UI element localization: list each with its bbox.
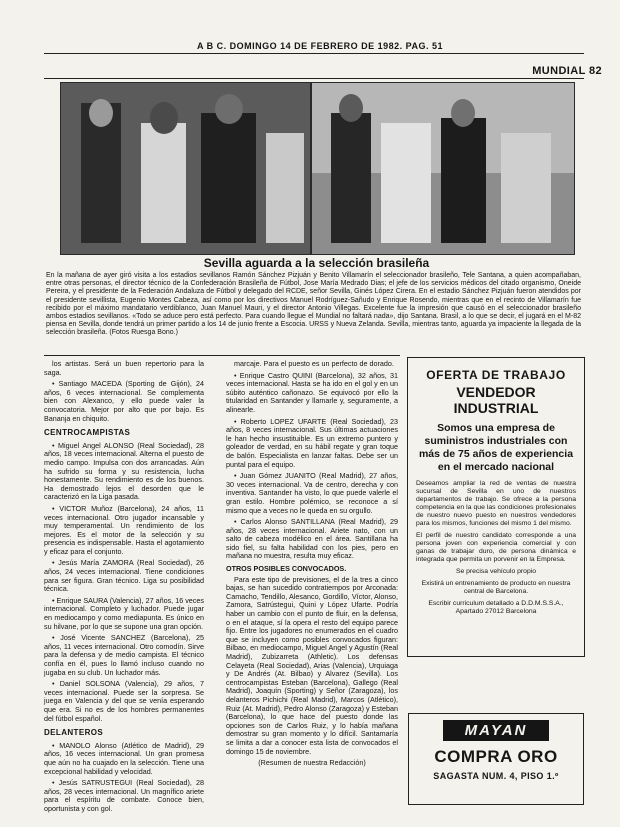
paragraph: • Daniel SOLSONA (Valencia), 29 años, 7 veces internacional. Puede ser la sorpresa. Se juega en Valencia y del que se venía esperando que era. Si no es de los hombres permanentes del fútbol español.: [44, 679, 204, 723]
caption-rule: [44, 355, 400, 356]
paragraph: • Roberto LOPEZ UFARTE (Real Sociedad), 23 años, 8 veces internacional. Sus últimas actuaciones le han hecho insustituible. Es un extremo puntero y goleador de verdad, en su hábil regate y gran toque de balón. Especialista en lanzar faltas. Debe ser un puntal para el equipo.: [226, 416, 398, 469]
paragraph: • Carlos Alonso SANTILLANA (Real Madrid), 29 años, 28 veces internacional. Ariete nato, con un salto de cabeza modélico en el área. Santillana ha sido fiel, su falta habilidad con los pies, pero en mañana no muestra, resulta muy eficaz.: [226, 517, 398, 561]
job-ad: [407, 357, 585, 657]
paragraph: • Jesús María ZAMORA (Real Sociedad), 26 años, 24 veces internacional. Tiene condiciones para ser figura. Gran técnico. Liga su posibilidad técnica.: [44, 558, 204, 594]
paragraph: • Santiago MACEDA (Sporting de Gijón), 24 años, 6 veces internacional. Se complementa bien con Alexanco, y ello puede valer la convocatoria. Mejor por alto que por bajo. Es Bananja en chiquito.: [44, 379, 204, 423]
job-ad-text: El perfil de nuestro candidato corresponde a una persona joven con experiencia comercial y con ganas de trabajar duro, de persona dinámica e integrada que permita un porvenir en la Empresa.: [416, 532, 576, 563]
signature: (Resumen de nuestra Redacción): [258, 758, 366, 768]
section-rule: [44, 78, 584, 79]
paragraph: • Enrique SAURA (Valencia), 27 años, 16 veces internacional. Completo y luchador. Puede jugar en mediocampo y como mediapunta. Es único en su hilvane, por lo que se supone una gran opción.: [44, 595, 204, 631]
job-ad-company: Somos una empresa de suministros industriales con más de 75 años de experiencia en el mercado nacional: [418, 422, 574, 473]
job-ad-contact: Escribir curriculum detallado a D.D.M.S.S.A., Apartado 27012 Barcelona: [428, 600, 564, 615]
heading-delanteros: DELANTEROS: [44, 728, 104, 738]
article-column-1: [44, 360, 204, 817]
job-ad-text: Existirá un entrenamiento de producto en nuestra central de Barcelona.: [421, 580, 571, 595]
paragraph: • Miguel Angel ALONSO (Real Sociedad), 28 años, 18 veces internacional. Alterna el puesto de medio campo. Impulsa con dos arrancadas. Aún ha sufrido su forma y su resistencia, lucha honestamente. Su rendimiento es de los buenos. Ha demostrado lejos el desorden que le caracterizó en la Liga pasada.: [44, 440, 204, 502]
paragraph: • VICTOR Muñoz (Barcelona), 24 años, 11 veces internacional. Otro jugador incansable y muy temperamental. Un rendimiento de los mejores. Es el motor de la selección y su presencia es indispensable. Hasta el agotamiento y eficaz para el conjunto.: [44, 503, 204, 556]
job-ad-text: Se precisa vehículo propio: [455, 568, 537, 575]
page-header: A B C. DOMINGO 14 DE FEBRERO DE 1982. PAG. 51: [196, 41, 444, 51]
paragraph: • MANOLO Alonso (Atlético de Madrid), 29 años, 16 veces internacional. Un gran promesa que aún no ha cuajado en la selección. Tiene una excepcional habilidad y velocidad.: [44, 740, 204, 776]
section-label: MUNDIAL 82: [532, 65, 602, 77]
header-rule: [44, 53, 584, 54]
paragraph: los artistas. Será un buen repertorio para la saga.: [44, 359, 204, 377]
photo-image: [61, 83, 574, 254]
job-ad-title: OFERTA DE TRABAJO: [426, 368, 566, 382]
paragraph: • Jesús SATRUSTEGUI (Real Sociedad), 28 años, 28 veces internacional. Un magnífico ariete para el espíritu de combate. Conoce bien, oportunista y con gol.: [44, 778, 204, 813]
photo-title: Sevilla aguarda a la selección brasileña: [203, 256, 430, 270]
photo-caption: En la mañana de ayer giró visita a los estadios sevillanos Ramón Sánchez Pizjuán y Benito Villamarín el seleccionador brasileño, Tele Santana, a quien acompañaban, entre otras personas, el director técnico de la Confederación Brasileña de Fútbol, Jose María Medrado Dias; el jefe de los servicios médicos del citado organismo, Oneide Pereira, y el presidente de la Federación Andaluza de Fútbol y delegado del RCDE, señor Sevilla, Ginés López Cirera. En el estadio Sánchez Pizjuán fueron atendidos por el presidente sevillista, Eugenio Montes Cabeza, así como por los directivos Manuel Rodríguez-Sañudo y Enrique Rosendo, mientras que en el recinto de Villamarín fue recibido por el máximo mandatario verdiblanco, Juan Manuel Mauri, y el director Antonio Villegas. Excelente fue la impresión que causó en el seleccionador brasileño ambos estadios sevillanos. «Todo se aduce pero está perfecto. Para cuando llegue el Mundial no faltará nada», dijo Santana. Brasil, a lo que se decir, el jugará en el M-82 piensa en Sevilla, donde tendrá un primer partido a los 14 de junio frente a Escocia. URSS y Nueva Zelanda. Sevilla, mientras tanto, aguarda ya impaciente la llegada de la selección brasileña. (Fotos Ruesga Bono.): [46, 272, 581, 337]
paragraph: • Juan Gómez JUANITO (Real Madrid), 27 años, 30 veces internacional. Va de centro, derecha y con inventiva. Santander ha visto, lo que puede valerle el gran estilo. Hombre polémico, se reconoce a sí mismo que a veces no le queda en su orgullo.: [226, 471, 398, 515]
heading-centrocampistas: CENTROCAMPISTAS: [44, 428, 131, 438]
job-ad-position: VENDEDOR INDUSTRIAL: [453, 384, 539, 416]
paragraph: • Enrique Castro QUINI (Barcelona), 32 años, 31 veces internacional. Hasta se ha ido en el gol y en un súbito auténtico cañonazo. Se equivocó por ello la titularidad en Santander y llamarle y, seguramente, a alinearle.: [226, 370, 398, 414]
heading-otros: OTROS POSIBLES CONVOCADOS.: [226, 564, 347, 574]
paragraph: marcaje. Para el puesto es un perfecto de dorado.: [234, 359, 394, 368]
brand-logo: MAYAN: [443, 720, 550, 741]
job-ad-text: Deseamos ampliar la red de ventas de nuestra sucursal de Sevilla en uno de nuestros departamentos de trabajo. Se ofrece a la persona competencia en la que las condiciones profesionales de nuestro nuevo puesto en nuestros vendedores para los mismos, funciones del mismo 1 del mismo.: [416, 480, 576, 527]
gold-ad-address: SAGASTA NUM. 4, PISO 1.º: [433, 771, 559, 781]
paragraph: Para este tipo de previsiones, el de la tres a cinco bajas, se han sucedido contratiempos por Arconada: Camacho, Tendillo, Alesanco, Gordillo, Víctor, Alonso, Zamora, Satrústegui, Quini y López Ufarte. Podría haber un cambio con el punto de fluir, en la defensa, o en el ataque, sí la opera el resto del equipo parece fijo. Entre los jugadores no enumerados en el cuadro que se incluyen como posibles convocados figuran: Bilbao, en mediocampo, Miguel Angel y Agustín (Real Madrid), Zubizarreta (Athletic). Los defensas Celayeta (Real Sociedad), Arias (Valencia), Urquiaga y De Andrés (At. Bilbao) y Alvarez (Sevilla). Los centrocampistas Esteban (Barcelona), Gallego (Real Madrid), Joaquín (Sporting) y Señor (Zaragoza), los delanteros Pichichi (Real Madrid), Marcos (Atlético), Ruiz (At. Madrid), Pedro Alonso (Zaragoza) y Esteban (Barcelona), lo que hace del puesto donde las opciones son de Carlos Ruiz, y lo había mañana demostrar su gran momento y lo difícil. Santamaría se limita a dar a conocer esta lista de convocados el domingo 15 de noviembre.: [226, 574, 398, 756]
news-photo: [60, 82, 575, 255]
gold-ad: [408, 713, 584, 805]
paragraph: • José Vicente SANCHEZ (Barcelona), 25 años, 11 veces internacional. Otro comodín. Sirve para la defensa y de medio campista. El técnico confía en él, pues lo llamó incluso cuando no jugaba en su club. Un luchador más.: [44, 633, 204, 677]
article-column-2: [226, 360, 398, 771]
gold-ad-headline: COMPRA ORO: [434, 747, 558, 766]
